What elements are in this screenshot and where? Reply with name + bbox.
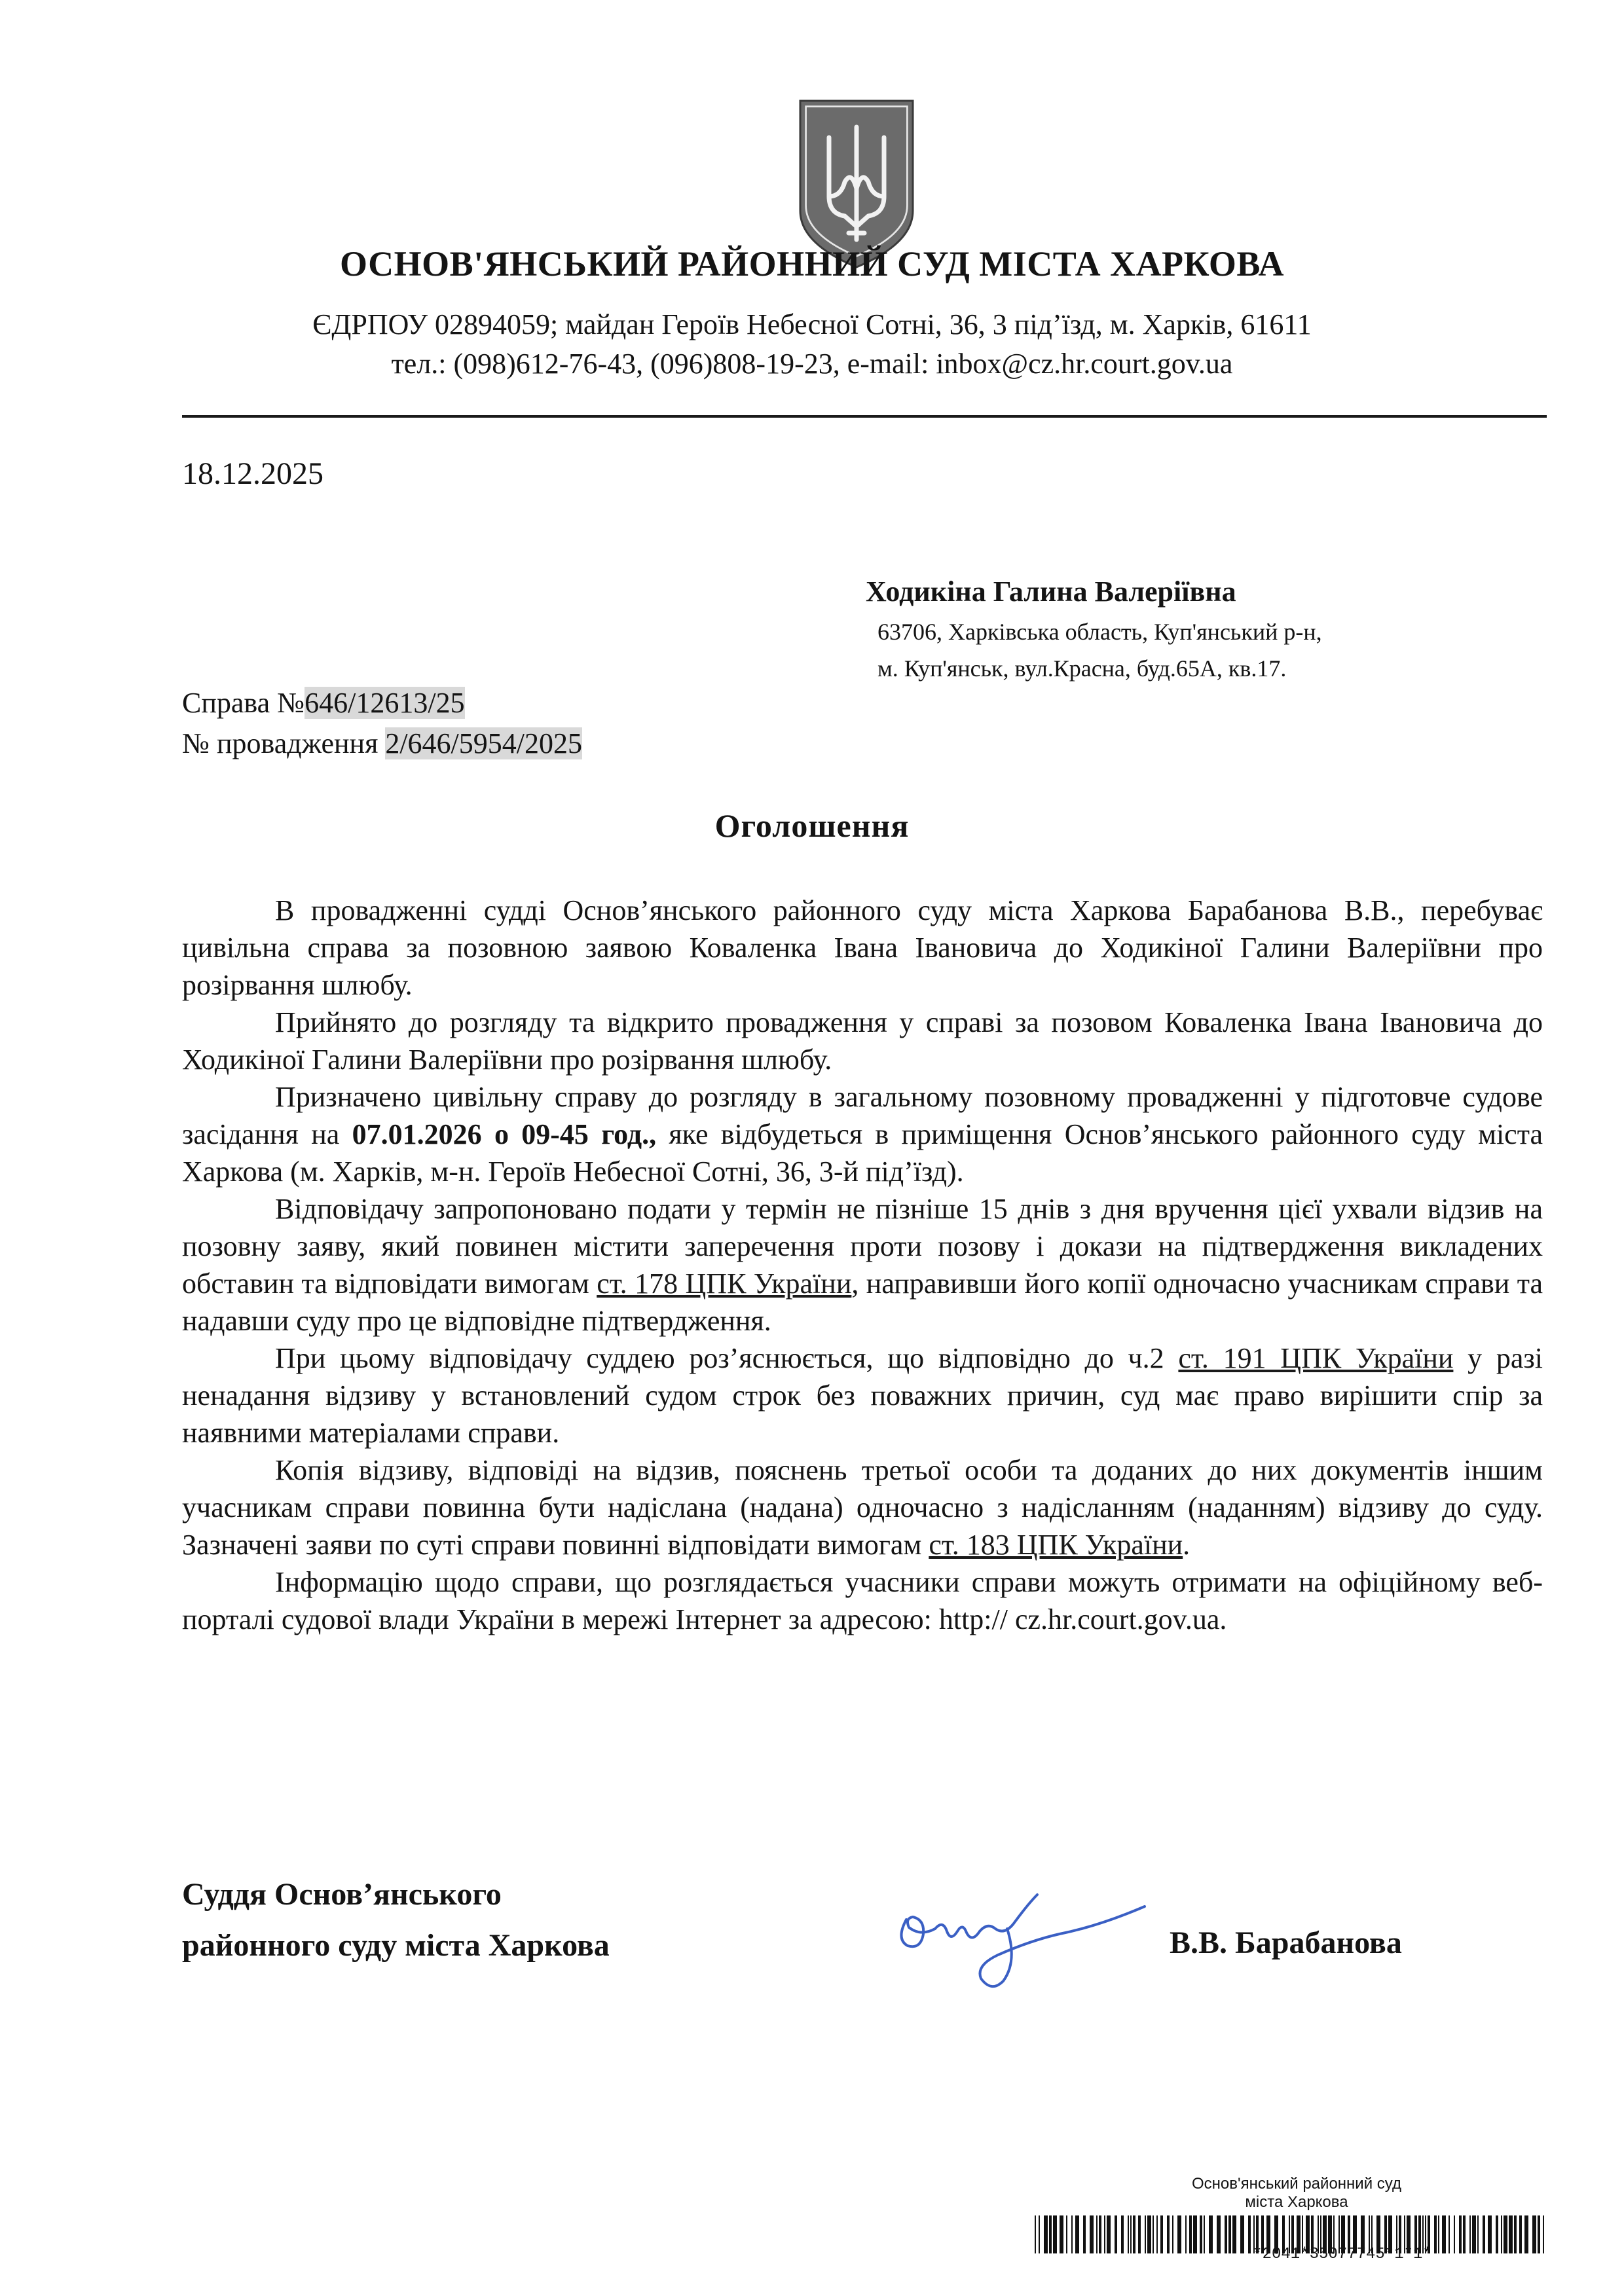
document-date: 18.12.2025 (182, 456, 323, 491)
barcode-bar (1543, 2215, 1544, 2253)
case-number-line (182, 686, 465, 720)
barcode-bar (1071, 2215, 1073, 2253)
barcode-bar (1039, 2215, 1040, 2253)
paragraph-text: у разі ненадання відзиву у встановлений судом строк без поважних причин, суд має право вирішити спір за наявними матеріалами справи. (182, 1342, 1543, 1449)
barcode-bar (1153, 2215, 1154, 2253)
barcode-bar (1172, 2215, 1173, 2253)
paragraph-text: . (1183, 1529, 1190, 1561)
body-paragraph (182, 1078, 1543, 1190)
barcode-bar (1538, 2215, 1540, 2253)
barcode-bar (1099, 2215, 1101, 2253)
paragraph-text: Призначено цивільну справу до розгляду в загальному позовному провадженні у підготовче судове засідання на (182, 1081, 1543, 1150)
barcode-bar (1514, 2215, 1517, 2253)
barcode-bar (1509, 2215, 1513, 2253)
body-paragraph: Інформацію щодо справи, що розглядається учасники справи можуть отримати на офіційному веб-порталі судової влади України в мережі Інтернет за адресою: http:// cz.hr.court.gov.ua. (182, 1566, 1543, 1635)
barcode-bar (1138, 2215, 1141, 2253)
handwritten-signature (883, 1863, 1158, 1994)
court-name: ОСНОВ'ЯНСЬКИЙ РАЙОННИЙ СУД МІСТА ХАРКОВА (340, 244, 1284, 283)
barcode-court-line: міста Харкова (1245, 2193, 1348, 2211)
recipient-address-line: м. Куп'янськ, вул.Красна, буд.65А, кв.17. (877, 655, 1287, 682)
paragraph-text: Копія відзиву, відповіді на відзив, пояснень третьої особи та доданих до них документів іншим учасникам справи повинна бути надіслана (надана) одночасно з надісланням (наданням) відзиву до суду. Зазначені заяви по суті справи повинні відповідати вимогам (182, 1454, 1543, 1561)
barcode-bar (1519, 2215, 1522, 2253)
barcode-bar (1060, 2215, 1063, 2253)
paragraph-text: При цьому відповідачу суддею роз’яснюється, що відповідно до ч.2 (275, 1342, 1179, 1374)
recipient-name: Ходикіна Галина Валеріївна (866, 575, 1236, 608)
paragraph-text: , направивши його копії одночасно учасникам справи та надавши суду про це відповідне підтвердження. (182, 1267, 1543, 1337)
law-link-art-191[interactable]: ст. 191 ЦПК України (1178, 1342, 1454, 1374)
body-paragraph (182, 1339, 1543, 1451)
body-paragraph (182, 1451, 1543, 1563)
barcode-bar (1145, 2215, 1146, 2253)
barcode-court-line: Основ'янський районний суд (1192, 2175, 1401, 2193)
case-label: Справа № (182, 687, 305, 719)
body-paragraph: Прийнято до розгляду та відкрито провадження у справі за позовом Коваленка Івана Івановича до Ходикіної Галини Валеріївни про розірвання шлюбу. (182, 1006, 1543, 1076)
recipient-address-line: 63706, Харківська область, Куп'янський р-н, (877, 619, 1322, 645)
barcode-bar (1053, 2215, 1057, 2253)
barcode-bar (1130, 2215, 1132, 2253)
signatory-title: Суддя Основ’янського (182, 1877, 502, 1912)
case-number: 646/12613/25 (304, 687, 465, 719)
barcode-bar (1075, 2215, 1079, 2253)
barcode-bar (1121, 2215, 1124, 2253)
court-address: ЄДРПОУ 02894059; майдан Героїв Небесної Сотні, 36, 3 під’їзд, м. Харків, 61611 (312, 308, 1312, 340)
barcode-bar (1532, 2215, 1536, 2253)
barcode-bar (1133, 2215, 1135, 2253)
barcode-bar (1049, 2215, 1052, 2253)
paragraph-text: Відповідачу запропоновано подати у термін не пізніше 15 днів з дня вручення цієї ухвали відзив на позовну заяву, який повинен містити заперечення проти позову і докази на підтвердження викладених обставин та відповідати вимогам (182, 1193, 1543, 1300)
paragraph-text: яке відбудеться в приміщення Основ’янського районного суду міста Харкова (м. Харків, м-н. Героїв Небесної Сотні, 36, 3-й під’їзд). (182, 1118, 1543, 1188)
announcement-body (182, 892, 1543, 1638)
hearing-datetime: 07.01.2026 о 09-45 год., (352, 1118, 657, 1150)
announcement-heading: Оголошення (714, 807, 910, 844)
barcode-number: *2041*35077745*1*1* (1253, 2246, 1432, 2263)
signatory-title: районного суду міста Харкова (182, 1928, 610, 1963)
signer-name: В.В. Барабанова (1170, 1925, 1402, 1960)
barcode-bar (1160, 2215, 1163, 2253)
header-divider (182, 415, 1547, 418)
law-link-art-178[interactable]: ст. 178 ЦПК України (597, 1267, 852, 1300)
barcode-bar (1035, 2215, 1036, 2253)
barcode-bar (1147, 2215, 1151, 2253)
court-contacts: тел.: (098)612-76-43, (096)808-19-23, e-mail: inbox@cz.hr.court.gov.ua (391, 348, 1233, 380)
body-paragraph: В провадженні судді Основ’янського районного суду міста Харкова Барабанова В.В., перебуває цивільна справа за позовною заявою Коваленка Івана Івановича до Ходикіної Галини Валеріївни про розірвання шлюбу. (182, 894, 1543, 1001)
barcode-bar (1096, 2215, 1098, 2253)
barcode-bar (1167, 2215, 1170, 2253)
proceeding-label: № провадження (182, 727, 386, 759)
barcode-bar (1115, 2215, 1117, 2253)
barcode-bar (1083, 2215, 1086, 2253)
body-paragraph (182, 1190, 1543, 1339)
proceeding-number-line (182, 727, 582, 760)
barcode-bar (1044, 2215, 1048, 2253)
proceeding-number: 2/646/5954/2025 (385, 727, 583, 759)
barcode-bar (1090, 2215, 1094, 2253)
barcode-bar (1524, 2215, 1528, 2253)
barcode-bar (1107, 2215, 1111, 2253)
barcode-bar (1156, 2215, 1158, 2253)
barcode-bar (1104, 2215, 1105, 2253)
barcode-bar (1128, 2215, 1129, 2253)
barcode-bar (1066, 2215, 1067, 2253)
law-link-art-183[interactable]: ст. 183 ЦПК України (929, 1529, 1183, 1561)
barcode-court-label (1126, 2175, 1467, 2212)
